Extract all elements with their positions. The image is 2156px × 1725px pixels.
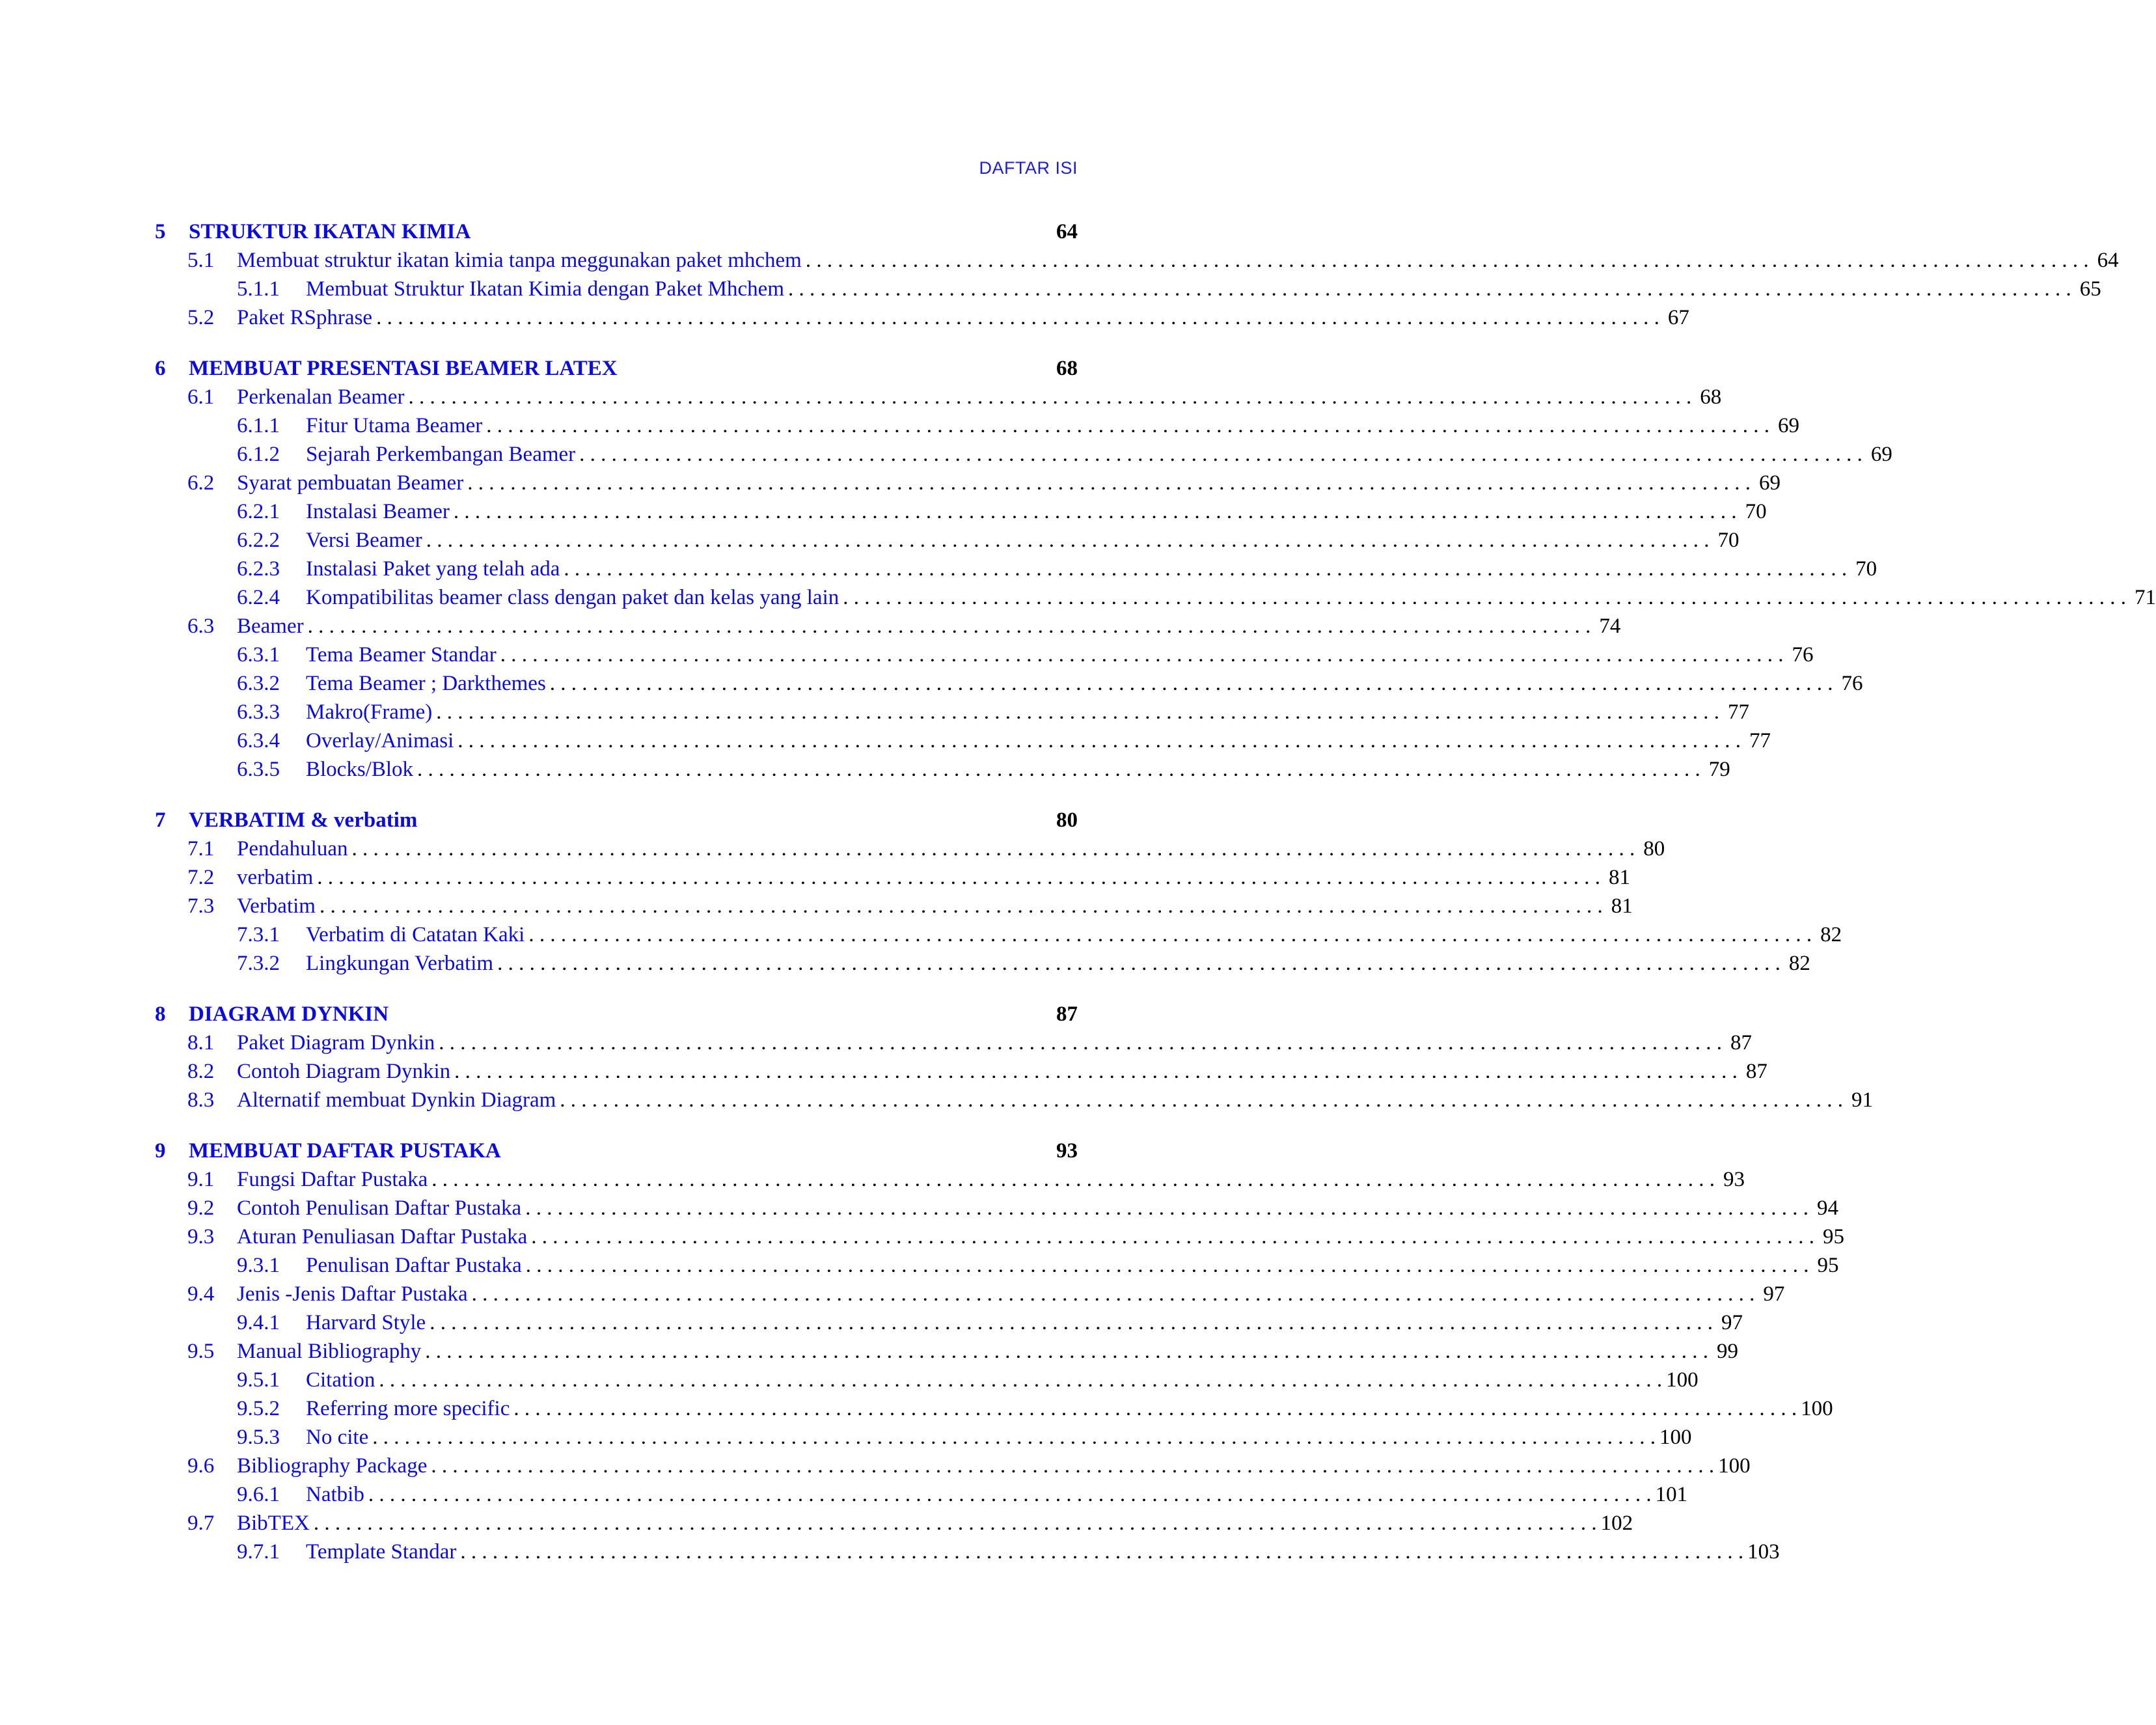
toc-number: 5.1 [187, 249, 215, 272]
toc-number: 7.2 [187, 866, 215, 889]
toc-page-number: 91 [1851, 1088, 1874, 1112]
toc-page-number: 100 [1659, 1426, 1692, 1449]
toc-page-number: 99 [1716, 1340, 1738, 1363]
toc-number: 9.3 [187, 1225, 215, 1249]
dot-leader: . . . . . . . . . . . . . . . . . . . . . . . . . . . . . . . . . . . . . . . . . . . . . . . . . . . . . . . . . . . . . . . . . . . . . . . . . . . . . . . . . . . . . . . . . . . . . . . . . . . . . . . . . . . . . . . . . . . . . . . . [467, 471, 1751, 495]
toc-entry-9-5[interactable] [155, 1340, 1738, 1368]
dot-leader: . . . . . . . . . . . . . . . . . . . . . . . . . . . . . . . . . . . . . . . . . . . . . . . . . . . . . . . . . . . . . . . . . . . . . . . . . . . . . . . . . . . . . . . . . . . . . . . . . . . . . . . . . . . . . . . . . . . . . . . . [372, 1426, 1656, 1449]
dot-leader: . . . . . . . . . . . . . . . . . . . . . . . . . . . . . . . . . . . . . . . . . . . . . . . . . . . . . . . . . . . . . . . . . . . . . . . . . . . . . . . . . . . . . . . . . . . . . . . . . . . . . . . . . . . . . . . . . . . . . . . . [579, 443, 1863, 466]
toc-title[interactable]: Template Standar [306, 1540, 457, 1564]
toc-entry-6-2[interactable] [155, 471, 1781, 500]
toc-entry-9-3[interactable] [155, 1225, 1845, 1254]
toc-title[interactable]: Instalasi Beamer [306, 500, 450, 523]
toc-title[interactable]: Verbatim [237, 894, 316, 918]
toc-title[interactable]: Tema Beamer Standar [306, 643, 497, 667]
toc-title[interactable]: Tema Beamer ; Darkthemes [306, 672, 546, 695]
dot-leader: . . . . . . . . . . . . . . . . . . . . . . . . . . . . . . . . . . . . . . . . . . . . . . . . . . . . . . . . . . . . . . . . . . . . . . . . . . . . . . . . . . . . . . . . . . . . . . . . . . . . . . . . . . . . . . . . . . . . . . . . [525, 1254, 1809, 1277]
toc-entry-6-3[interactable] [155, 614, 1621, 643]
toc-page-number: 82 [1788, 952, 1810, 975]
toc-entry-6-3-1[interactable] [155, 643, 1814, 672]
dot-leader: . . . . . . . . . . . . . . . . . . . . . . . . . . . . . . . . . . . . . . . . . . . . . . . . . . . . . . . . . . . . . . . . . . . . . . . . . . . . . . . . . . . . . . . . . . . . . . . . . . . . . . . . . . . . . . . . . . . . . . . . [376, 306, 1659, 329]
toc-page-number: 82 [1820, 923, 1842, 946]
toc-page-number: 80 [1643, 837, 1665, 861]
toc-title[interactable]: Referring more specific [306, 1397, 510, 1420]
toc-title[interactable]: Bibliography Package [237, 1454, 428, 1478]
toc-page-number: 80 [1056, 808, 1078, 832]
toc-entry-6-2-4[interactable] [155, 586, 2156, 614]
toc-page-number: 93 [1056, 1139, 1078, 1163]
toc-page-number: 74 [1599, 614, 1621, 638]
toc-title[interactable]: Jenis -Jenis Daftar Pustaka [237, 1282, 468, 1306]
toc-number: 6.3.2 [237, 672, 280, 695]
toc-number: 9.7 [187, 1511, 215, 1535]
toc-entry-5[interactable] [155, 220, 1078, 249]
toc-title[interactable]: No cite [306, 1426, 369, 1449]
toc-page-number: 77 [1749, 729, 1771, 752]
toc-page-number: 101 [1655, 1483, 1688, 1506]
toc-page-number: 95 [1823, 1225, 1845, 1249]
dot-leader: . . . . . . . . . . . . . . . . . . . . . . . . . . . . . . . . . . . . . . . . . . . . . . . . . . . . . . . . . . . . . . . . . . . . . . . . . . . . . . . . . . . . . . . . . . . . . . . . . . . . . . . . . . . . . . . . . . . . . . . . [564, 557, 1848, 581]
toc-number: 6.3.5 [237, 758, 280, 781]
dot-leader: . . . . . . . . . . . . . . . . . . . . . . . . . . . . . . . . . . . . . . . . . . . . . . . . . . . . . . . . . . . . . . . . . . . . . . . . . . . . . . . . . . . . . . . . . . . . . . . . . . . . . . . . . . . . . . . . . . . . . . . . [500, 643, 1784, 667]
dot-leader: . . . . . . . . . . . . . . . . . . . . . . . . . . . . . . . . . . . . . . . . . . . . . . . . . . . . . . . . . . . . . . . . . . . . . . . . . . . . . . . . . . . . . . . . . . . . . . . . . . . . . . . . . . . . . . . . . . . . . . . . [431, 1454, 1715, 1478]
toc-entry-9-6-1[interactable] [155, 1483, 1688, 1511]
toc-number: 8.3 [187, 1088, 215, 1112]
toc-entry-6-3-2[interactable] [155, 672, 1863, 700]
toc-number: 6 [155, 357, 166, 380]
toc-page-number: 97 [1721, 1311, 1743, 1334]
toc-page-number: 71 [2134, 586, 2156, 609]
toc-number: 6.3 [187, 614, 215, 638]
toc-entry-9-3-1[interactable] [155, 1254, 1839, 1282]
dot-leader: . . . . . . . . . . . . . . . . . . . . . . . . . . . . . . . . . . . . . . . . . . . . . . . . . . . . . . . . . . . . . . . . . . . . . . . . . . . . . . . . . . . . . . . . . . . . . . . . . . . . . . . . . . . . . . . . . . . . . . . . [426, 529, 1710, 552]
toc-entry-9-6[interactable] [155, 1454, 1751, 1483]
toc-title[interactable]: Instalasi Paket yang telah ada [306, 557, 560, 581]
toc-entry-9-7-1[interactable] [155, 1540, 1780, 1569]
toc-title[interactable]: Syarat pembuatan Beamer [237, 471, 464, 495]
toc-title[interactable]: STRUKTUR IKATAN KIMIA [189, 220, 471, 243]
toc-entry-5-2[interactable] [155, 306, 1689, 335]
toc-title[interactable]: Citation [306, 1368, 375, 1392]
toc-page-number: 87 [1056, 1002, 1078, 1026]
toc-number: 9.4.1 [237, 1311, 280, 1334]
toc-number: 8.1 [187, 1031, 215, 1055]
toc-entry-7-2[interactable] [155, 866, 1631, 894]
toc-title[interactable]: BibTEX [237, 1511, 310, 1535]
toc-title[interactable]: Membuat Struktur Ikatan Kimia dengan Paket Mhchem [306, 277, 784, 301]
toc-title[interactable]: Manual Bibliography [237, 1340, 422, 1363]
toc-title[interactable]: verbatim [237, 866, 314, 889]
dot-leader: . . . . . . . . . . . . . . . . . . . . . . . . . . . . . . . . . . . . . . . . . . . . . . . . . . . . . . . . . . . . . . . . . . . . . . . . . . . . . . . . . . . . . . . . . . . . . . . . . . . . . . . . . . . . . . . . . . . . . . . . [453, 500, 1737, 523]
toc-entry-9-1[interactable] [155, 1168, 1745, 1196]
dot-leader: . . . . . . . . . . . . . . . . . . . . . . . . . . . . . . . . . . . . . . . . . . . . . . . . . . . . . . . . . . . . . . . . . . . . . . . . . . . . . . . . . . . . . . . . . . . . . . . . . . . . . . . . . . . . . . . . . . . . . . . . [525, 1196, 1808, 1220]
toc-page-number: 100 [1718, 1454, 1751, 1478]
toc-entry-8[interactable] [155, 1002, 1078, 1031]
toc-number: 9.6.1 [237, 1483, 280, 1506]
toc-title[interactable]: Contoh Diagram Dynkin [237, 1060, 451, 1083]
toc-page-number: 87 [1745, 1060, 1767, 1083]
toc-entry-7-3[interactable] [155, 894, 1633, 923]
toc-page-number: 69 [1870, 443, 1892, 466]
toc-number: 9.6 [187, 1454, 215, 1478]
toc-page-number: 65 [2079, 277, 2101, 301]
dot-leader: . . . . . . . . . . . . . . . . . . . . . . . . . . . . . . . . . . . . . . . . . . . . . . . . . . . . . . . . . . . . . . . . . . . . . . . . . . . . . . . . . . . . . . . . . . . . . . . . . . . . . . . . . . . . . . . . . . . . . . . . [436, 700, 1720, 724]
dot-leader: . . . . . . . . . . . . . . . . . . . . . . . . . . . . . . . . . . . . . . . . . . . . . . . . . . . . . . . . . . . . . . . . . . . . . . . . . . . . . . . . . . . . . . . . . . . . . . . . . . . . . . . . . . . . . . . . . . . . . . . . [454, 1060, 1738, 1083]
toc-number: 8 [155, 1002, 166, 1026]
toc-page-number: 64 [1056, 220, 1078, 243]
toc-title[interactable]: Aturan Penuliasan Daftar Pustaka [237, 1225, 528, 1249]
toc-entry-9-4[interactable] [155, 1282, 1785, 1311]
toc-title[interactable]: Natbib [306, 1483, 364, 1506]
dot-leader: . . . . . . . . . . . . . . . . . . . . . . . . . . . . . . . . . . . . . . . . . . . . . . . . . . . . . . . . . . . . . . . . . . . . . . . . . . . . . . . . . . . . . . . . . . . . . . . . . . . . . . . . . . . . . . . . . . . . . . . . [425, 1340, 1708, 1363]
dot-leader: . . . . . . . . . . . . . . . . . . . . . . . . . . . . . . . . . . . . . . . . . . . . . . . . . . . . . . . . . . . . . . . . . . . . . . . . . . . . . . . . . . . . . . . . . . . . . . . . . . . . . . . . . . . . . . . . . . . . . . . . [317, 866, 1601, 889]
dot-leader: . . . . . . . . . . . . . . . . . . . . . . . . . . . . . . . . . . . . . . . . . . . . . . . . . . . . . . . . . . . . . . . . . . . . . . . . . . . . . . . . . . . . . . . . . . . . . . . . . . . . . . . . . . . . . . . . . . . . . . . . [843, 586, 2126, 609]
toc-title[interactable]: Perkenalan Beamer [237, 385, 405, 409]
toc-title[interactable]: VERBATIM & verbatim [189, 808, 418, 832]
toc-title[interactable]: DIAGRAM DYNKIN [189, 1002, 389, 1026]
dot-leader: . . . . . . . . . . . . . . . . . . . . . . . . . . . . . . . . . . . . . . . . . . . . . . . . . . . . . . . . . . . . . . . . . . . . . . . . . . . . . . . . . . . . . . . . . . . . . . . . . . . . . . . . . . . . . . . . . . . . . . . . [805, 249, 2089, 272]
toc-page-number: 94 [1816, 1196, 1838, 1220]
toc-entry-6-2-2[interactable] [155, 529, 1740, 557]
toc-entry-6-1-1[interactable] [155, 414, 1800, 443]
toc-entry-8-3[interactable] [155, 1088, 1874, 1117]
toc-page-number: 69 [1778, 414, 1800, 437]
toc-entry-7-3-2[interactable] [155, 952, 1810, 980]
toc-number: 6.3.3 [237, 700, 280, 724]
toc-title[interactable]: Paket RSphrase [237, 306, 373, 329]
toc-number: 6.1.1 [237, 414, 280, 437]
toc-number: 6.2.4 [237, 586, 280, 609]
toc-number: 6.1 [187, 385, 215, 409]
toc-number: 6.2 [187, 471, 215, 495]
toc-page-number: 68 [1056, 357, 1078, 380]
toc-number: 9.2 [187, 1196, 215, 1220]
toc-entry-6-3-4[interactable] [155, 729, 1771, 758]
toc-title[interactable]: Sejarah Perkembangan Beamer [306, 443, 576, 466]
dot-leader: . . . . . . . . . . . . . . . . . . . . . . . . . . . . . . . . . . . . . . . . . . . . . . . . . . . . . . . . . . . . . . . . . . . . . . . . . . . . . . . . . . . . . . . . . . . . . . . . . . . . . . . . . . . . . . . . . . . . . . . . [460, 1540, 1744, 1564]
toc-page-number: 81 [1611, 894, 1633, 918]
dot-leader: . . . . . . . . . . . . . . . . . . . . . . . . . . . . . . . . . . . . . . . . . . . . . . . . . . . . . . . . . . . . . . . . . . . . . . . . . . . . . . . . . . . . . . . . . . . . . . . . . . . . . . . . . . . . . . . . . . . . . . . . [319, 894, 1603, 918]
toc-entry-6-1[interactable] [155, 385, 1722, 414]
toc-number: 6.2.1 [237, 500, 280, 523]
toc-title[interactable]: Membuat struktur ikatan kimia tanpa meggunakan paket mhchem [237, 249, 802, 272]
toc-title[interactable]: Verbatim di Catatan Kaki [306, 923, 525, 946]
toc-title[interactable]: Paket Diagram Dynkin [237, 1031, 435, 1055]
dot-leader: . . . . . . . . . . . . . . . . . . . . . . . . . . . . . . . . . . . . . . . . . . . . . . . . . . . . . . . . . . . . . . . . . . . . . . . . . . . . . . . . . . . . . . . . . . . . . . . . . . . . . . . . . . . . . . . . . . . . . . . . [430, 1311, 1713, 1334]
toc-title[interactable]: Beamer [237, 614, 304, 638]
toc-number: 9.7.1 [237, 1540, 280, 1564]
dot-leader: . . . . . . . . . . . . . . . . . . . . . . . . . . . . . . . . . . . . . . . . . . . . . . . . . . . . . . . . . . . . . . . . . . . . . . . . . . . . . . . . . . . . . . . . . . . . . . . . . . . . . . . . . . . . . . . . . . . . . . . . [528, 923, 1812, 946]
toc-title[interactable]: MEMBUAT PRESENTASI BEAMER LATEX [189, 357, 618, 380]
toc-number: 9.5.2 [237, 1397, 280, 1420]
dot-leader: . . . . . . . . . . . . . . . . . . . . . . . . . . . . . . . . . . . . . . . . . . . . . . . . . . . . . . . . . . . . . . . . . . . . . . . . . . . . . . . . . . . . . . . . . . . . . . . . . . . . . . . . . . . . . . . . . . . . . . . . [313, 1511, 1597, 1535]
toc-number: 9.5.3 [237, 1426, 280, 1449]
toc-entry-8-1[interactable] [155, 1031, 1753, 1060]
toc-number: 7 [155, 808, 166, 832]
toc-title[interactable]: Lingkungan Verbatim [306, 952, 494, 975]
toc-entry-9-2[interactable] [155, 1196, 1838, 1225]
toc-entry-6-3-5[interactable] [155, 758, 1730, 786]
toc-title[interactable]: Fungsi Daftar Pustaka [237, 1168, 428, 1191]
toc-entry-7-3-1[interactable] [155, 923, 1842, 952]
toc-number: 5.2 [187, 306, 215, 329]
dot-leader: . . . . . . . . . . . . . . . . . . . . . . . . . . . . . . . . . . . . . . . . . . . . . . . . . . . . . . . . . . . . . . . . . . . . . . . . . . . . . . . . . . . . . . . . . . . . . . . . . . . . . . . . . . . . . . . . . . . . . . . . [431, 1168, 1715, 1191]
toc-entry-6-2-1[interactable] [155, 500, 1767, 529]
dot-leader: . . . . . . . . . . . . . . . . . . . . . . . . . . . . . . . . . . . . . . . . . . . . . . . . . . . . . . . . . . . . . . . . . . . . . . . . . . . . . . . . . . . . . . . . . . . . . . . . . . . . . . . . . . . . . . . . . . . . . . . . [788, 277, 2071, 301]
toc-title[interactable]: Kompatibilitas beamer class dengan paket dan kelas yang lain [306, 586, 839, 609]
dot-leader: . . . . . . . . . . . . . . . . . . . . . . . . . . . . . . . . . . . . . . . . . . . . . . . . . . . . . . . . . . . . . . . . . . . . . . . . . . . . . . . . . . . . . . . . . . . . . . . . . . . . . . . . . . . . . . . . . . . . . . . . [531, 1225, 1815, 1249]
toc-entry-8-2[interactable] [155, 1060, 1767, 1088]
toc-entry-5-1-1[interactable] [155, 277, 2101, 306]
toc-title[interactable]: Overlay/Animasi [306, 729, 454, 752]
toc-number: 9.3.1 [237, 1254, 280, 1277]
toc-page-number: 79 [1708, 758, 1730, 781]
toc-entry-9-5-1[interactable] [155, 1368, 1699, 1397]
toc-entry-9-5-2[interactable] [155, 1397, 1833, 1426]
dot-leader: . . . . . . . . . . . . . . . . . . . . . . . . . . . . . . . . . . . . . . . . . . . . . . . . . . . . . . . . . . . . . . . . . . . . . . . . . . . . . . . . . . . . . . . . . . . . . . . . . . . . . . . . . . . . . . . . . . . . . . . . [351, 837, 1635, 861]
toc-page-number: 100 [1666, 1368, 1699, 1392]
dot-leader: . . . . . . . . . . . . . . . . . . . . . . . . . . . . . . . . . . . . . . . . . . . . . . . . . . . . . . . . . . . . . . . . . . . . . . . . . . . . . . . . . . . . . . . . . . . . . . . . . . . . . . . . . . . . . . . . . . . . . . . . [379, 1368, 1663, 1392]
toc-title[interactable]: MEMBUAT DAFTAR PUSTAKA [189, 1139, 501, 1163]
toc-entry-6[interactable] [155, 357, 1078, 385]
dot-leader: . . . . . . . . . . . . . . . . . . . . . . . . . . . . . . . . . . . . . . . . . . . . . . . . . . . . . . . . . . . . . . . . . . . . . . . . . . . . . . . . . . . . . . . . . . . . . . . . . . . . . . . . . . . . . . . . . . . . . . . . [549, 672, 1833, 695]
toc-page-number: 69 [1758, 471, 1781, 495]
toc-page-number: 76 [1841, 672, 1863, 695]
toc-number: 7.3.1 [237, 923, 280, 946]
toc-number: 9.4 [187, 1282, 215, 1306]
dot-leader: . . . . . . . . . . . . . . . . . . . . . . . . . . . . . . . . . . . . . . . . . . . . . . . . . . . . . . . . . . . . . . . . . . . . . . . . . . . . . . . . . . . . . . . . . . . . . . . . . . . . . . . . . . . . . . . . . . . . . . . . [486, 414, 1770, 437]
toc-entry-6-3-3[interactable] [155, 700, 1750, 729]
toc-entry-6-1-2[interactable] [155, 443, 1892, 471]
toc-entry-5-1[interactable] [155, 249, 2119, 277]
toc-title[interactable]: Versi Beamer [306, 529, 422, 552]
toc-number: 6.2.2 [237, 529, 280, 552]
toc-title[interactable]: Harvard Style [306, 1311, 426, 1334]
dot-leader: . . . . . . . . . . . . . . . . . . . . . . . . . . . . . . . . . . . . . . . . . . . . . . . . . . . . . . . . . . . . . . . . . . . . . . . . . . . . . . . . . . . . . . . . . . . . . . . . . . . . . . . . . . . . . . . . . . . . . . . . [408, 385, 1692, 409]
toc-number: 9 [155, 1139, 166, 1163]
toc-number: 9.5 [187, 1340, 215, 1363]
toc-page-number: 64 [2097, 249, 2119, 272]
toc-entry-9-5-3[interactable] [155, 1426, 1692, 1454]
toc-page-number: 77 [1728, 700, 1750, 724]
toc-entry-9-4-1[interactable] [155, 1311, 1743, 1340]
toc-entry-9[interactable] [155, 1139, 1078, 1168]
toc-number: 5.1.1 [237, 277, 280, 301]
toc-page-number: 76 [1792, 643, 1814, 667]
toc-number: 6.1.2 [237, 443, 280, 466]
toc-page-number: 87 [1730, 1031, 1753, 1055]
toc-number: 7.1 [187, 837, 215, 861]
toc-page-number: 67 [1667, 306, 1689, 329]
toc-number: 8.2 [187, 1060, 215, 1083]
toc-number: 5 [155, 220, 166, 243]
toc-page-number: 103 [1747, 1540, 1780, 1564]
toc-entry-9-7[interactable] [155, 1511, 1633, 1540]
dot-leader: . . . . . . . . . . . . . . . . . . . . . . . . . . . . . . . . . . . . . . . . . . . . . . . . . . . . . . . . . . . . . . . . . . . . . . . . . . . . . . . . . . . . . . . . . . . . . . . . . . . . . . . . . . . . . . . . . . . . . . . . [457, 729, 1741, 752]
toc-number: 6.3.4 [237, 729, 280, 752]
toc-page-number: 95 [1817, 1254, 1839, 1277]
dot-leader: . . . . . . . . . . . . . . . . . . . . . . . . . . . . . . . . . . . . . . . . . . . . . . . . . . . . . . . . . . . . . . . . . . . . . . . . . . . . . . . . . . . . . . . . . . . . . . . . . . . . . . . . . . . . . . . . . . . . . . . . [368, 1483, 1652, 1506]
toc-number: 9.1 [187, 1168, 215, 1191]
toc-title[interactable]: Contoh Penulisan Daftar Pustaka [237, 1196, 522, 1220]
toc-title[interactable]: Fitur Utama Beamer [306, 414, 483, 437]
toc-title[interactable]: Penulisan Daftar Pustaka [306, 1254, 522, 1277]
toc-page-number: 70 [1745, 500, 1767, 523]
toc-number: 6.3.1 [237, 643, 280, 667]
dot-leader: . . . . . . . . . . . . . . . . . . . . . . . . . . . . . . . . . . . . . . . . . . . . . . . . . . . . . . . . . . . . . . . . . . . . . . . . . . . . . . . . . . . . . . . . . . . . . . . . . . . . . . . . . . . . . . . . . . . . . . . . [307, 614, 1591, 638]
toc-number: 7.3 [187, 894, 215, 918]
toc-page-number: 97 [1763, 1282, 1785, 1306]
toc-title[interactable]: Alternatif membuat Dynkin Diagram [237, 1088, 556, 1112]
toc-title[interactable]: Blocks/Blok [306, 758, 414, 781]
toc-number: 6.2.3 [237, 557, 280, 581]
toc-page-number: 70 [1717, 529, 1740, 552]
running-header: DAFTAR ISI [979, 158, 1078, 178]
toc-number: 9.5.1 [237, 1368, 280, 1392]
toc-entry-7-1[interactable] [155, 837, 1665, 866]
dot-leader: . . . . . . . . . . . . . . . . . . . . . . . . . . . . . . . . . . . . . . . . . . . . . . . . . . . . . . . . . . . . . . . . . . . . . . . . . . . . . . . . . . . . . . . . . . . . . . . . . . . . . . . . . . . . . . . . . . . . . . . . [560, 1088, 1844, 1112]
dot-leader: . . . . . . . . . . . . . . . . . . . . . . . . . . . . . . . . . . . . . . . . . . . . . . . . . . . . . . . . . . . . . . . . . . . . . . . . . . . . . . . . . . . . . . . . . . . . . . . . . . . . . . . . . . . . . . . . . . . . . . . . [513, 1397, 1797, 1420]
toc-entry-7[interactable] [155, 808, 1078, 837]
toc-title[interactable]: Pendahuluan [237, 837, 348, 861]
toc-page-number: 81 [1609, 866, 1631, 889]
toc-entry-6-2-3[interactable] [155, 557, 1877, 586]
dot-leader: . . . . . . . . . . . . . . . . . . . . . . . . . . . . . . . . . . . . . . . . . . . . . . . . . . . . . . . . . . . . . . . . . . . . . . . . . . . . . . . . . . . . . . . . . . . . . . . . . . . . . . . . . . . . . . . . . . . . . . . . [497, 952, 1781, 975]
toc-page-number: 93 [1723, 1168, 1745, 1191]
dot-leader: . . . . . . . . . . . . . . . . . . . . . . . . . . . . . . . . . . . . . . . . . . . . . . . . . . . . . . . . . . . . . . . . . . . . . . . . . . . . . . . . . . . . . . . . . . . . . . . . . . . . . . . . . . . . . . . . . . . . . . . . [439, 1031, 1723, 1055]
toc-page-number: 68 [1700, 385, 1722, 409]
toc-page-number: 100 [1801, 1397, 1833, 1420]
toc-number: 7.3.2 [237, 952, 280, 975]
toc-page-number: 70 [1855, 557, 1877, 581]
toc-page-number: 102 [1600, 1511, 1633, 1535]
dot-leader: . . . . . . . . . . . . . . . . . . . . . . . . . . . . . . . . . . . . . . . . . . . . . . . . . . . . . . . . . . . . . . . . . . . . . . . . . . . . . . . . . . . . . . . . . . . . . . . . . . . . . . . . . . . . . . . . . . . . . . . . [471, 1282, 1755, 1306]
toc-title[interactable]: Makro(Frame) [306, 700, 433, 724]
dot-leader: . . . . . . . . . . . . . . . . . . . . . . . . . . . . . . . . . . . . . . . . . . . . . . . . . . . . . . . . . . . . . . . . . . . . . . . . . . . . . . . . . . . . . . . . . . . . . . . . . . . . . . . . . . . . . . . . . . . . . . . . [417, 758, 1700, 781]
